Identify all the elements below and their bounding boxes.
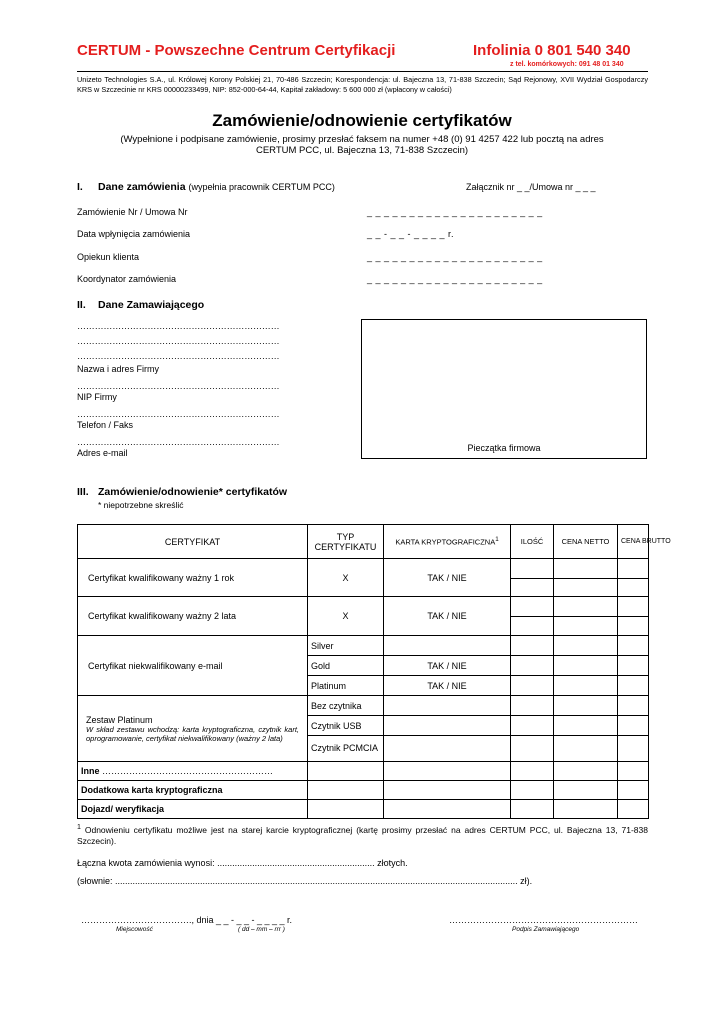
company-name-line-3[interactable]: …………………………………………………………… — [77, 351, 280, 361]
row-extra-card-net[interactable] — [554, 781, 618, 800]
row-email-silver-qty[interactable] — [511, 636, 554, 656]
section-1-title: Dane zamówienia — [98, 181, 186, 193]
row-qualified-1y-net-2[interactable] — [554, 579, 618, 597]
subtitle-line-1: (Wypełnione i podpisane zamówienie, prosimy przesłać faksem na numer +48 (0) 91 4257 422 lub pocztą na adres — [120, 134, 604, 145]
header-net-price: CENA NETTO — [554, 525, 618, 559]
section-3-heading — [77, 486, 287, 498]
table-header-row — [78, 525, 649, 559]
received-date-field[interactable]: _ _ - _ _ - _ _ _ _ r. — [367, 229, 455, 239]
footnote — [77, 822, 648, 847]
row-platinum-kit — [78, 696, 308, 762]
row-verification-net[interactable] — [554, 800, 618, 819]
page-title: Zamówienie/odnowienie certyfikatów — [212, 111, 512, 130]
email-field[interactable]: …………………………………………………………… — [77, 437, 280, 447]
signature-label: Podpis Zamawiającego — [512, 926, 580, 933]
phone-field[interactable]: …………………………………………………………… — [77, 409, 280, 419]
table-row — [78, 762, 649, 781]
row-qualified-1y-qty-2[interactable] — [511, 579, 554, 597]
nip-label: NIP Firmy — [77, 392, 117, 402]
row-kit-no-reader-net[interactable] — [554, 696, 618, 716]
row-qualified-1y-gross[interactable] — [618, 559, 649, 579]
section-1-note: (wypełnia pracownik CERTUM PCC) — [188, 182, 335, 192]
row-email-gold-net[interactable] — [554, 656, 618, 676]
row-email-platinum-card[interactable]: TAK / NIE — [384, 676, 511, 696]
section-2-heading — [77, 299, 204, 311]
row-email-platinum: Platinum — [308, 676, 384, 696]
row-other-card[interactable] — [384, 762, 511, 781]
row-email-gold-card[interactable]: TAK / NIE — [384, 656, 511, 676]
row-kit-pcmcia: Czytnik PCMCIA — [308, 736, 384, 762]
row-qualified-2y-net[interactable] — [554, 597, 618, 617]
order-number-field[interactable]: _ _ _ _ _ _ _ _ _ _ _ _ _ _ _ _ _ _ _ _ _ — [367, 207, 543, 217]
company-name-label: Nazwa i adres Firmy — [77, 364, 160, 374]
company-name-line-2[interactable]: …………………………………………………………… — [77, 336, 280, 346]
row-other-label: Inne — [81, 766, 100, 776]
row-extra-card: Dodatkowa karta kryptograficzna — [78, 781, 308, 800]
row-kit-usb-card[interactable] — [384, 716, 511, 736]
row-kit-no-reader: Bez czytnika — [308, 696, 384, 716]
company-stamp-box[interactable] — [361, 319, 647, 459]
date-format-label: ( dd – mm – rrr ) — [238, 926, 285, 933]
row-qualified-2y-gross-2[interactable] — [618, 617, 649, 636]
row-email-gold-gross[interactable] — [618, 656, 649, 676]
place-label: Miejscowość — [116, 926, 153, 933]
header-divider — [77, 71, 648, 72]
client-manager-field[interactable]: _ _ _ _ _ _ _ _ _ _ _ _ _ _ _ _ _ _ _ _ _ — [367, 252, 543, 262]
row-kit-no-reader-card[interactable] — [384, 696, 511, 716]
row-verification-gross[interactable] — [618, 800, 649, 819]
strike-note: * niepotrzebne skreślić — [98, 500, 184, 510]
total-amount-field[interactable]: Łączna kwota zamówienia wynosi: ............................................................... złotych. — [77, 858, 408, 868]
table-row — [78, 636, 649, 656]
certificates-table — [77, 524, 671, 819]
row-qualified-2y-type: X — [308, 597, 384, 636]
nip-field[interactable]: …………………………………………………………… — [77, 381, 280, 391]
row-kit-usb: Czytnik USB — [308, 716, 384, 736]
total-in-words-field[interactable]: (słownie: ................................................................................................................................................................. zł). — [77, 876, 533, 886]
section-3-title: Zamówienie/odnowienie* certyfikatów — [98, 486, 288, 498]
signature-field[interactable]: ……………………………………………………… — [449, 915, 638, 925]
row-extra-card-gross[interactable] — [618, 781, 649, 800]
row-kit-usb-qty[interactable] — [511, 716, 554, 736]
header-title: CERTUM - Powszechne Centrum Certyfikacji — [77, 42, 396, 59]
row-qualified-1y-gross-2[interactable] — [618, 579, 649, 597]
row-qualified-1y-qty[interactable] — [511, 559, 554, 579]
header-card — [384, 525, 511, 559]
phone-label: Telefon / Faks — [77, 420, 134, 430]
row-kit-no-reader-gross[interactable] — [618, 696, 649, 716]
row-qualified-1y-card[interactable]: TAK / NIE — [384, 559, 511, 597]
row-kit-pcmcia-card[interactable] — [384, 736, 511, 762]
received-date-label: Data wpłynięcia zamówienia — [77, 229, 191, 239]
row-qualified-2y-card[interactable]: TAK / NIE — [384, 597, 511, 636]
row-extra-card-type[interactable] — [308, 781, 384, 800]
row-other-qty[interactable] — [511, 762, 554, 781]
row-verification-qty[interactable] — [511, 800, 554, 819]
place-date-field[interactable]: ………………………………., dnia _ _ - _ _ - _ _ _ _ r. — [81, 915, 293, 925]
row-verification-type[interactable] — [308, 800, 384, 819]
row-qualified-2y: Certyfikat kwalifikowany ważny 2 lata — [78, 597, 308, 636]
row-kit-no-reader-qty[interactable] — [511, 696, 554, 716]
row-email-platinum-qty[interactable] — [511, 676, 554, 696]
email-label: Adres e-mail — [77, 448, 128, 458]
attachment-field[interactable]: Załącznik nr _ _/Umowa nr _ _ _ — [466, 182, 596, 192]
subtitle-line-2: CERTUM PCC, ul. Bajeczna 13, 71-838 Szczecin) — [255, 145, 469, 156]
row-email-silver-card[interactable] — [384, 636, 511, 656]
row-qualified-1y-type: X — [308, 559, 384, 597]
row-email-silver: Silver — [308, 636, 384, 656]
header-type: TYP CERTYFIKATU — [308, 525, 384, 559]
header-card-label: KARTA KRYPTOGRAFICZNA — [395, 537, 496, 547]
company-name-line-1[interactable]: …………………………………………………………… — [77, 321, 280, 331]
row-other[interactable] — [78, 762, 308, 781]
section-1-heading — [77, 181, 335, 193]
row-email-platinum-net[interactable] — [554, 676, 618, 696]
section-1-number: I. — [77, 181, 83, 193]
row-qualified-1y-net[interactable] — [554, 559, 618, 579]
row-kit-usb-net[interactable] — [554, 716, 618, 736]
row-other-gross[interactable] — [618, 762, 649, 781]
row-email-platinum-gross[interactable] — [618, 676, 649, 696]
row-other-net[interactable] — [554, 762, 618, 781]
table-row — [78, 696, 649, 716]
row-qualified-2y-qty[interactable] — [511, 597, 554, 617]
row-verification: Dojazd/ weryfikacja — [78, 800, 308, 819]
row-email-gold: Gold — [308, 656, 384, 676]
header-gross-price: CENA BRUTTO — [618, 525, 649, 559]
row-other-type[interactable] — [308, 762, 384, 781]
table-row — [78, 597, 649, 617]
section-2-number: II. — [77, 299, 86, 311]
row-email-silver-gross[interactable] — [618, 636, 649, 656]
row-email-silver-net[interactable] — [554, 636, 618, 656]
page-subtitle — [100, 134, 624, 156]
row-kit-pcmcia-net[interactable] — [554, 736, 618, 762]
section-2-title: Dane Zamawiającego — [98, 299, 205, 311]
coordinator-label: Koordynator zamówienia — [77, 274, 177, 284]
header-card-sup: 1 — [495, 536, 499, 544]
row-email-gold-qty[interactable] — [511, 656, 554, 676]
client-manager-label: Opiekun klienta — [77, 252, 140, 262]
platinum-kit-desc: W skład zestawu wchodzą: karta kryptograficzna, czytnik kart, oprogramowanie, certyfikat niekwalifikowany (ważny 2 lata) — [86, 724, 299, 743]
table-row — [78, 781, 649, 800]
row-extra-card-card[interactable] — [384, 781, 511, 800]
footnote-text: Odnowieniu certyfikatu możliwe jest na starej karcie kryptograficznej (kartę prosimy przesłać na adres CERTUM PCC, ul. Bajeczna 13, 71-838 Szczecin). — [77, 824, 648, 846]
stamp-label: Pieczątka firmowa — [467, 443, 541, 453]
row-qualified-2y-net-2[interactable] — [554, 617, 618, 636]
row-kit-usb-gross[interactable] — [618, 716, 649, 736]
company-info: Unizeto Technologies S.A., ul. Królowej Korony Polskiej 21, 70-486 Szczecin; Korespondencja: ul. Bajeczna 13, 71-838 Szczecin; Sąd Rejonowy, XVII Wydział Gospodarczy KRS w Szczecinie nr KRS 00000233499, NIP: 852-000-64-44, Kapitał zakładowy: 5 600 000 zł (wpłacony w całości) — [77, 75, 648, 94]
infolinia: Infolinia 0 801 540 340 — [473, 42, 631, 59]
row-other-dots: ………………………………………………… — [102, 766, 274, 776]
row-qualified-2y-qty-2[interactable] — [511, 617, 554, 636]
row-verification-card[interactable] — [384, 800, 511, 819]
platinum-kit-title: Zestaw Platinum — [86, 714, 153, 725]
header-quantity: ILOŚĆ — [511, 525, 554, 559]
order-number-label: Zamówienie Nr / Umowa Nr — [77, 207, 188, 217]
table-row — [78, 800, 649, 819]
footnote-sup: 1 — [77, 823, 81, 831]
row-qualified-2y-gross[interactable] — [618, 597, 649, 617]
row-kit-pcmcia-gross[interactable] — [618, 736, 649, 762]
mobile-line: z tel. komórkowych: 091 48 01 340 — [510, 61, 624, 68]
coordinator-field[interactable]: _ _ _ _ _ _ _ _ _ _ _ _ _ _ _ _ _ _ _ _ _ — [367, 274, 543, 284]
row-qualified-1y: Certyfikat kwalifikowany ważny 1 rok — [78, 559, 308, 597]
row-kit-pcmcia-qty[interactable] — [511, 736, 554, 762]
row-email-cert: Certyfikat niekwalifikowany e-mail — [78, 636, 308, 696]
table-row — [78, 559, 649, 579]
header-certificate: CERTYFIKAT — [78, 525, 308, 559]
section-3-number: III. — [77, 486, 89, 498]
row-extra-card-qty[interactable] — [511, 781, 554, 800]
